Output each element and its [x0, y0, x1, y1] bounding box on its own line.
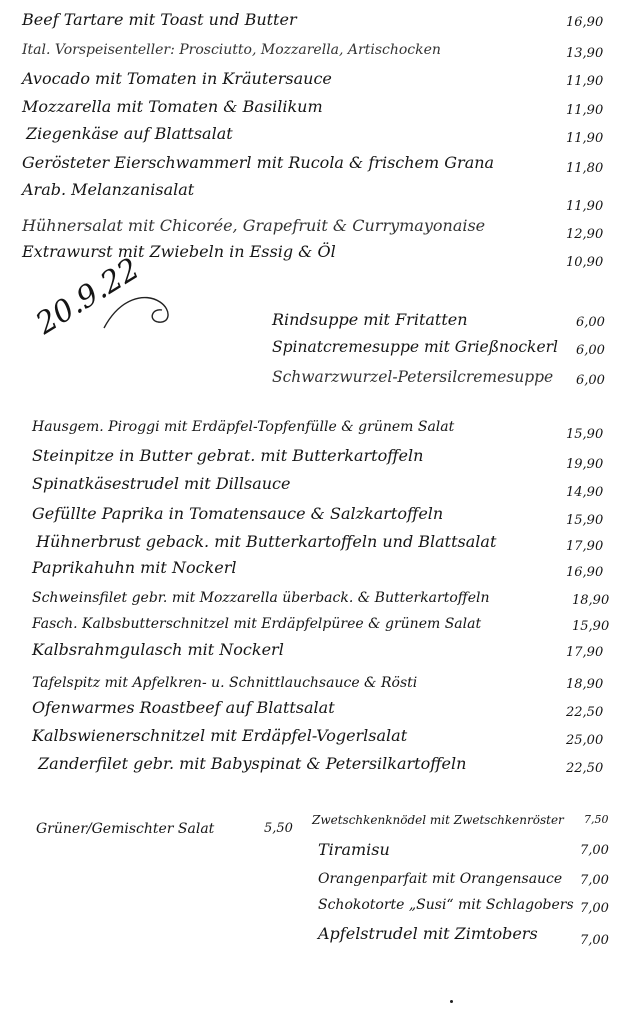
menu-item-price: 15,90: [566, 513, 604, 528]
menu-item-price: 16,90: [566, 565, 604, 580]
menu-item-name: Mozzarella mit Tomaten & Basilikum: [22, 97, 323, 116]
menu-item-name: Avocado mit Tomaten in Kräutersauce: [22, 69, 332, 88]
menu-item-name: Orangenparfait mit Orangensauce: [318, 871, 563, 887]
menu-item-price: 14,90: [566, 485, 604, 500]
menu-item-name: Zanderfilet gebr. mit Babyspinat & Petersilkartoffeln: [38, 754, 467, 773]
ink-dot: [450, 1000, 453, 1003]
menu-date: 20.9.22: [30, 251, 146, 342]
menu-item-name: Hühnersalat mit Chicorée, Grapefruit & Currymayonaise: [22, 216, 486, 235]
menu-item-name: Hausgem. Piroggi mit Erdäpfel-Topfenfülle & grünem Salat: [32, 419, 455, 435]
menu-item-price: 11,90: [566, 131, 604, 146]
menu-item-name: Ziegenkäse auf Blattsalat: [26, 124, 233, 143]
menu-item-price: 17,90: [566, 645, 604, 660]
menu-item-price: 16,90: [566, 15, 604, 30]
menu-item-name: Hühnerbrust geback. mit Butterkartoffeln und Blattsalat: [36, 532, 497, 551]
menu-item-price: 7,00: [580, 901, 609, 916]
menu-item-name: Apfelstrudel mit Zimtobers: [318, 924, 538, 943]
menu-item-name: Schwarzwurzel-Petersilcremesuppe: [272, 368, 554, 386]
menu-item-name: Gefüllte Paprika in Tomatensauce & Salzkartoffeln: [32, 504, 444, 523]
menu-item-price: 6,00: [576, 315, 605, 330]
menu-item-name: Extrawurst mit Zwiebeln in Essig & Öl: [22, 242, 336, 261]
menu-item-price: 7,00: [580, 933, 609, 948]
menu-item-price: 7,00: [580, 843, 609, 858]
menu-item-price: 11,90: [566, 199, 604, 214]
menu-item-name: Ital. Vorspeisenteller: Prosciutto, Mozzarella, Artischocken: [22, 42, 441, 58]
menu-item-name: Beef Tartare mit Toast und Butter: [22, 10, 297, 29]
menu-item-price: 6,00: [576, 343, 605, 358]
menu-item-name: Kalbsrahmgulasch mit Nockerl: [32, 640, 284, 659]
menu-item-price: 7,00: [580, 873, 609, 888]
menu-item-price: 17,90: [566, 539, 604, 554]
menu-item-price: 22,50: [566, 705, 604, 720]
menu-item-price: 11,80: [566, 161, 604, 176]
menu-item-price: 22,50: [566, 761, 604, 776]
menu-item-price: 15,90: [566, 427, 604, 442]
menu-item-price: 11,90: [566, 74, 604, 89]
menu-item-name: Ofenwarmes Roastbeef auf Blattsalat: [32, 698, 335, 717]
menu-item-price: 5,50: [264, 821, 293, 836]
menu-item-name: Zwetschkenknödel mit Zwetschkenröster: [312, 813, 564, 827]
menu-item-name: Fasch. Kalbsbutterschnitzel mit Erdäpfelpüree & grünem Salat: [32, 616, 482, 632]
menu-item-price: 19,90: [566, 457, 604, 472]
menu-item-price: 12,90: [566, 227, 604, 242]
menu-item-price: 6,00: [576, 373, 605, 388]
menu-item-name: Gerösteter Eierschwammerl mit Rucola & frischem Grana: [22, 153, 495, 172]
menu-item-name: Schokotorte „Susi“ mit Schlagobers: [318, 897, 574, 913]
menu-item-price: 15,90: [572, 619, 610, 634]
menu-item-price: 7,50: [584, 813, 609, 826]
menu-item-name: Steinpitze in Butter gebrat. mit Butterkartoffeln: [32, 446, 424, 465]
menu-item-price: 10,90: [566, 255, 604, 270]
flourish-decoration: [100, 288, 180, 348]
menu-item-price: 13,90: [566, 46, 604, 61]
menu-item-name: Kalbswienerschnitzel mit Erdäpfel-Vogerlsalat: [32, 726, 408, 745]
menu-item-name: Spinatcremesuppe mit Grießnockerl: [272, 338, 558, 356]
menu-item-name: Grüner/Gemischter Salat: [36, 821, 215, 837]
menu-item-name: Paprikahuhn mit Nockerl: [32, 558, 237, 577]
menu-item-price: 18,90: [572, 593, 610, 608]
menu-item-price: 11,90: [566, 103, 604, 118]
menu-item-name: Spinatkäsestrudel mit Dillsauce: [32, 474, 291, 493]
menu-item-name: Arab. Melanzanisalat: [22, 180, 195, 199]
menu-item-name: Rindsuppe mit Fritatten: [272, 310, 468, 329]
menu-item-name: Tafelspitz mit Apfelkren- u. Schnittlauchsauce & Rösti: [32, 675, 418, 691]
menu-item-name: Tiramisu: [318, 840, 390, 859]
menu-item-name: Schweinsfilet gebr. mit Mozzarella überback. & Butterkartoffeln: [32, 590, 490, 606]
menu-item-price: 25,00: [566, 733, 604, 748]
menu-item-price: 18,90: [566, 677, 604, 692]
